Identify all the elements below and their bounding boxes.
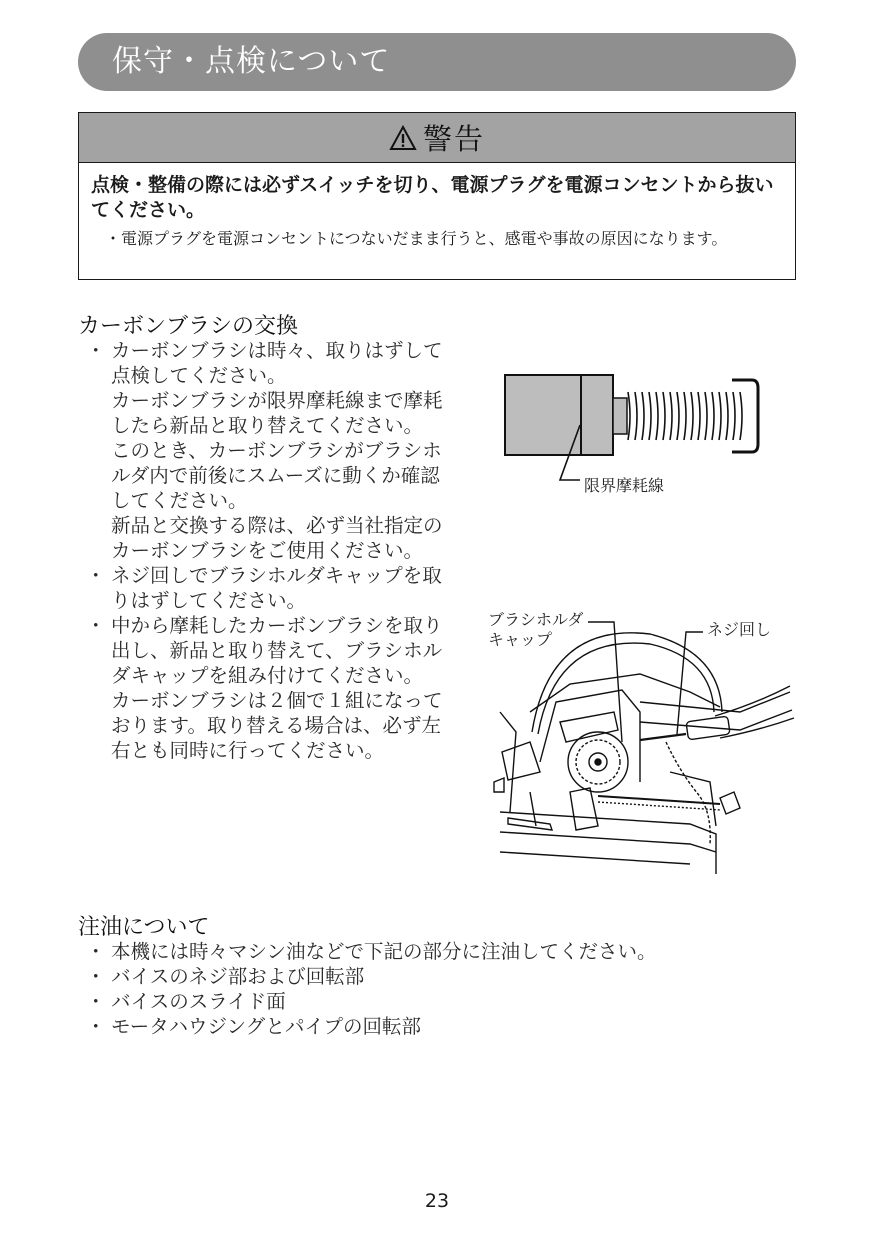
brush-worn-part — [581, 375, 613, 455]
oiling-heading: 注油について — [78, 915, 210, 940]
list-text: バイスのスライド面 — [111, 990, 286, 1013]
list-item — [78, 964, 778, 989]
list-item — [78, 338, 458, 563]
holder-cap-label-1: ブラシホルダ — [488, 610, 584, 629]
list-item — [78, 1014, 778, 1039]
list-item — [78, 989, 778, 1014]
bullet-mark: ・ — [86, 965, 106, 988]
list-paragraph: カーボンブラシは２個で１組になっております。取り替える場合は、必ず左右とも同時に行ってください。 — [111, 689, 443, 762]
bullet-mark: ・ — [86, 614, 106, 637]
warning-box — [78, 112, 796, 280]
list-text: バイスのネジ部および回転部 — [111, 965, 365, 988]
bullet-mark: ・ — [86, 940, 106, 963]
screwdriver-label: ネジ回し — [707, 620, 772, 639]
wear-line-label: 限界摩耗線 — [584, 476, 665, 495]
screwdriver-shaft — [640, 734, 686, 740]
brush-block — [505, 375, 581, 455]
list-paragraph: このとき、カーボンブラシがブラシホルダ内で前後にスムーズに動くか確認してください。 — [111, 439, 442, 512]
list-item — [78, 939, 778, 964]
bullet-mark: ・ — [86, 564, 106, 587]
bullet-mark: ・ — [105, 229, 122, 248]
list-item — [78, 613, 458, 763]
warning-header — [79, 113, 795, 163]
bullet-mark: ・ — [86, 339, 106, 362]
list-paragraph: カーボンブラシが限界摩耗線まで摩耗したら新品と取り替えてください。 — [111, 389, 443, 437]
carbon-brush-list — [78, 338, 458, 763]
spring-coil — [628, 392, 742, 440]
vise-handle — [720, 792, 740, 814]
oiling-list — [78, 939, 778, 1039]
list-paragraph: 新品と交換する際は、必ず当社指定のカーボンブラシをご使用ください。 — [111, 514, 443, 562]
vise-screw — [598, 796, 720, 804]
holder-cap-label-2: キャップ — [488, 630, 553, 649]
warning-triangle-icon — [389, 125, 417, 151]
page-title: 保守・点検について — [78, 33, 796, 91]
list-paragraph: カーボンブラシは時々、取りはずして点検してください。 — [111, 339, 443, 387]
list-paragraph: 中から摩耗したカーボンブラシを取り出し、新品と取り替えて、ブラシホルダキャップを組み付けてください。 — [111, 614, 443, 687]
spring-end-cap — [732, 380, 758, 452]
carbon-brush-heading: カーボンブラシの交換 — [78, 314, 299, 339]
list-paragraph: ネジ回しでブラシホルダキャップを取りはずしてください。 — [111, 564, 442, 612]
hand-outline — [715, 686, 794, 738]
warning-sub-text: 電源プラグを電源コンセントにつないだまま行うと、感電や事故の原因になります。 — [121, 229, 728, 248]
machine-figure — [490, 612, 800, 874]
list-text: モータハウジングとパイプの回転部 — [111, 1015, 421, 1038]
bullet-mark: ・ — [86, 1015, 106, 1038]
warning-main-text: 点検・整備の際には必ずスイッチを切り、電源プラグを電源コンセントから抜いてください。 — [91, 174, 774, 221]
list-item — [78, 563, 458, 613]
warning-sub-item — [91, 227, 783, 250]
vise-jaw — [570, 788, 598, 830]
page-number: 23 — [424, 1190, 450, 1212]
wheel-guard — [532, 633, 722, 732]
warning-heading: 警告 — [422, 122, 485, 156]
bullet-mark: ・ — [86, 990, 106, 1013]
list-text: 本機には時々マシン油などで下記の部分に注油してください。 — [111, 940, 657, 963]
screwdriver-leader — [677, 632, 703, 734]
